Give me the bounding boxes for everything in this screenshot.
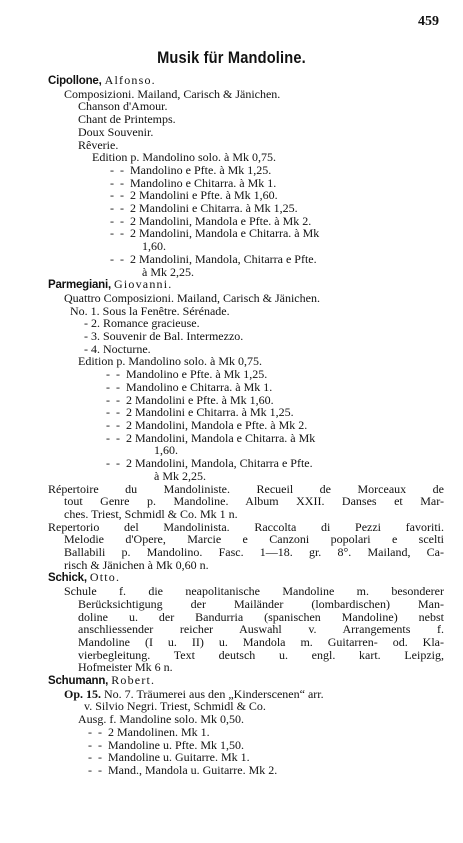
edition-line: - - Mandolino e Chitarra. à Mk 1. xyxy=(110,175,277,190)
author-surname: Parmegiani, xyxy=(48,279,111,292)
author-heading xyxy=(48,571,444,585)
repertoire-line: tout Genre p. Mandoline. Album XXII. Danses et Mar- xyxy=(64,494,444,509)
author-given-name: Robert. xyxy=(111,673,156,688)
edition-line: - - 2 Mandolini, Mandola, Chitarra e Pfte. xyxy=(106,456,313,471)
entry-line: Chant de Printemps. xyxy=(78,112,176,127)
entry-line: Mandoline (I u. II) u. Mandola m. Guitarren- od. Kla- xyxy=(78,634,444,649)
edition-line: - - Mandoline u. Guitarre. Mk 1. xyxy=(88,750,250,765)
edition-line: à Mk 2,25. xyxy=(154,468,206,483)
author-surname: Schick, xyxy=(48,572,87,585)
page-number: 459 xyxy=(418,14,439,29)
repertoire-line: Ballabili p. Mandolino. Fasc. 1—18. gr. 8°. Mailand, Ca- xyxy=(64,545,444,560)
edition-line: - - 2 Mandolini e Chitarra. à Mk 1,25. xyxy=(110,201,298,216)
edition-line: - - Mandolino e Pfte. à Mk 1,25. xyxy=(106,367,268,382)
entry-line: Schule f. die neapolitanische Mandoline m. besonderer xyxy=(64,584,444,599)
entry-line: Quattro Composizioni. Mailand, Carisch & Jänichen. xyxy=(64,290,320,305)
repertoire-line: risch & Jänichen à Mk 0,60 n. xyxy=(64,557,209,572)
edition-line: - - 2 Mandolini e Pfte. à Mk 1,60. xyxy=(106,392,274,407)
edition-line: - - Mandolino e Chitarra. à Mk 1. xyxy=(106,379,273,394)
edition-line: 1,60. xyxy=(142,239,166,254)
edition-line: - - Mand., Mandola u. Guitarre. Mk 2. xyxy=(88,762,278,777)
repertoire-line: Répertoire du Mandoliniste. Recueil de Morceaux de xyxy=(48,481,444,496)
entry-line: doline u. der Bandurria (spanischen Mandoline) nebst xyxy=(78,609,444,624)
entry-line: anschliessender reicher Auswahl v. Arrangements f. xyxy=(78,622,444,637)
entry-line: - 2. Romance gracieuse. xyxy=(84,316,200,331)
entry-line: Rêverie. xyxy=(78,137,119,152)
author-heading xyxy=(48,674,444,688)
edition-line: - - 2 Mandolini, Mandola e Chitarra. à Mk xyxy=(110,226,320,241)
edition-line: Edition p. Mandolino solo. à Mk 0,75. xyxy=(78,354,262,369)
entry-line: - 4. Nocturne. xyxy=(84,341,151,356)
entry-line: - 3. Souvenir de Bal. Intermezzo. xyxy=(84,329,244,344)
edition-line: Ausg. f. Mandoline solo. Mk 0,50. xyxy=(78,712,244,727)
edition-line: - - Mandoline u. Pfte. Mk 1,50. xyxy=(88,737,244,752)
entry-line: Doux Souvenir. xyxy=(78,124,154,139)
author-surname: Cipollone, xyxy=(48,75,102,87)
edition-line: - - Mandolino e Pfte. à Mk 1,25. xyxy=(110,162,272,177)
author-given-name: Otto. xyxy=(89,570,121,585)
catalog-body xyxy=(48,74,444,777)
entry-line: Berücksichtigung der Mailänder (lombardischen) Man- xyxy=(78,596,444,611)
entry-line: vierbegleitung. Text deutsch u. engl. kart. Leipzig, xyxy=(78,647,444,662)
repertoire-line: Melodie d'Opere, Marcie e Canzoni popolari e scelti xyxy=(64,532,444,547)
edition-line: - - 2 Mandolini e Pfte. à Mk 1,60. xyxy=(110,188,278,203)
author-given-name: Alfonso. xyxy=(104,73,156,87)
edition-line: - - 2 Mandolini, Mandola, Chitarra e Pfte. xyxy=(110,251,317,266)
edition-line: - - 2 Mandolinen. Mk 1. xyxy=(88,724,210,739)
author-heading xyxy=(48,278,444,292)
edition-line: - - 2 Mandolini, Mandola e Pfte. à Mk 2. xyxy=(106,417,308,432)
edition-line: à Mk 2,25. xyxy=(142,264,194,279)
repertoire-line: Repertorio del Mandolinista. Raccolta di Pezzi favoriti. xyxy=(48,519,444,534)
entry-line: Chanson d'Amour. xyxy=(78,99,168,114)
entry-line: Composizioni. Mailand, Carisch & Jänichen. xyxy=(64,86,281,101)
entry-line: No. 1. Sous la Fenêtre. Sérénade. xyxy=(70,303,230,318)
opus-title: No. 7. Träumerei aus den „Kinderscenen“ arr. xyxy=(104,686,324,701)
author-surname: Schumann, xyxy=(48,675,109,688)
author-heading xyxy=(48,74,444,88)
edition-line: Edition p. Mandolino solo. à Mk 0,75. xyxy=(92,150,276,165)
edition-line: - - 2 Mandolini, Mandola e Pfte. à Mk 2. xyxy=(110,213,312,228)
edition-line: - - 2 Mandolini e Chitarra. à Mk 1,25. xyxy=(106,405,294,420)
entry-line: Hofmeister Mk 6 n. xyxy=(78,660,173,675)
entry-line: v. Silvio Negri. Triest, Schmidl & Co. xyxy=(84,699,266,714)
author-given-name: Giovanni. xyxy=(114,277,173,292)
opus-number: Op. 15. xyxy=(64,686,102,701)
edition-line: 1,60. xyxy=(154,443,178,458)
repertoire-line: ches. Triest, Schmidl & Co. Mk 1 n. xyxy=(64,506,238,521)
edition-line: - - 2 Mandolini, Mandola e Chitarra. à Mk xyxy=(106,430,316,445)
page-title: Musik für Mandoline. xyxy=(157,48,306,67)
